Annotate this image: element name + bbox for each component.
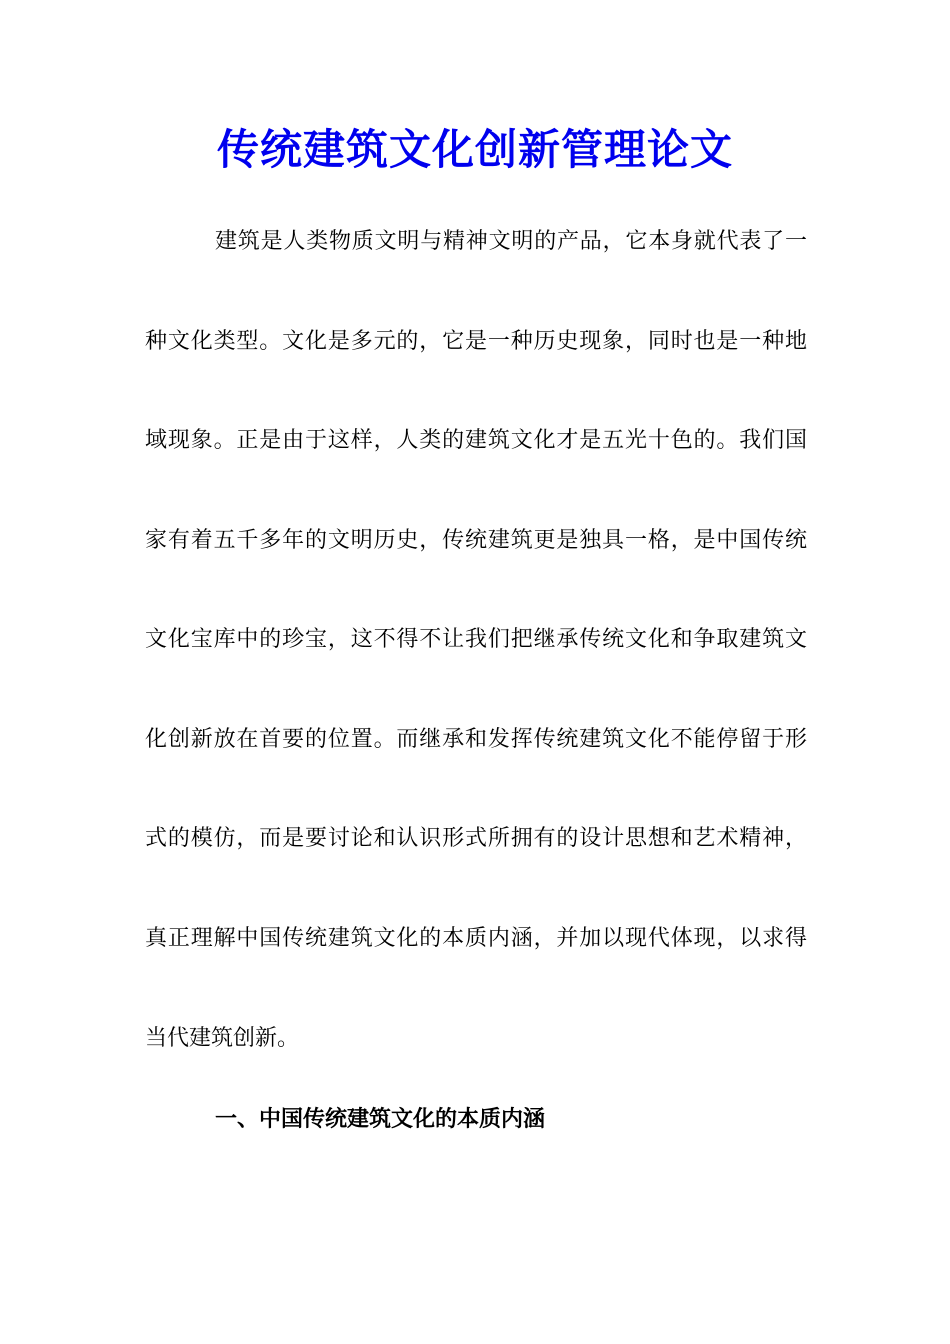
paragraph-line: 种文化类型。文化是多元的，它是一种历史现象，同时也是一种地 <box>145 329 807 354</box>
paragraph-line: 文化宝库中的珍宝，这不得不让我们把继承传统文化和争取建筑文 <box>145 627 807 652</box>
section-heading: 一、中国传统建筑文化的本质内涵 <box>215 1107 546 1132</box>
paragraph-line: 化创新放在首要的位置。而继承和发挥传统建筑文化不能停留于形 <box>145 727 807 752</box>
paragraph-line: 真正理解中国传统建筑文化的本质内涵，并加以现代体现，以求得 <box>145 926 807 951</box>
paragraph-line: 家有着五千多年的文明历史，传统建筑更是独具一格，是中国传统 <box>145 528 807 553</box>
paragraph-line: 域现象。正是由于这样，人类的建筑文化才是五光十色的。我们国 <box>145 428 807 453</box>
paragraph-line: 式的模仿，而是要讨论和认识形式所拥有的设计思想和艺术精神， <box>145 826 807 851</box>
paragraph-line: 当代建筑创新。 <box>145 1026 300 1051</box>
document-title: 传统建筑文化创新管理论文 <box>216 125 733 174</box>
paragraph-line: 建筑是人类物质文明与精神文明的产品，它本身就代表了一 <box>215 229 807 254</box>
